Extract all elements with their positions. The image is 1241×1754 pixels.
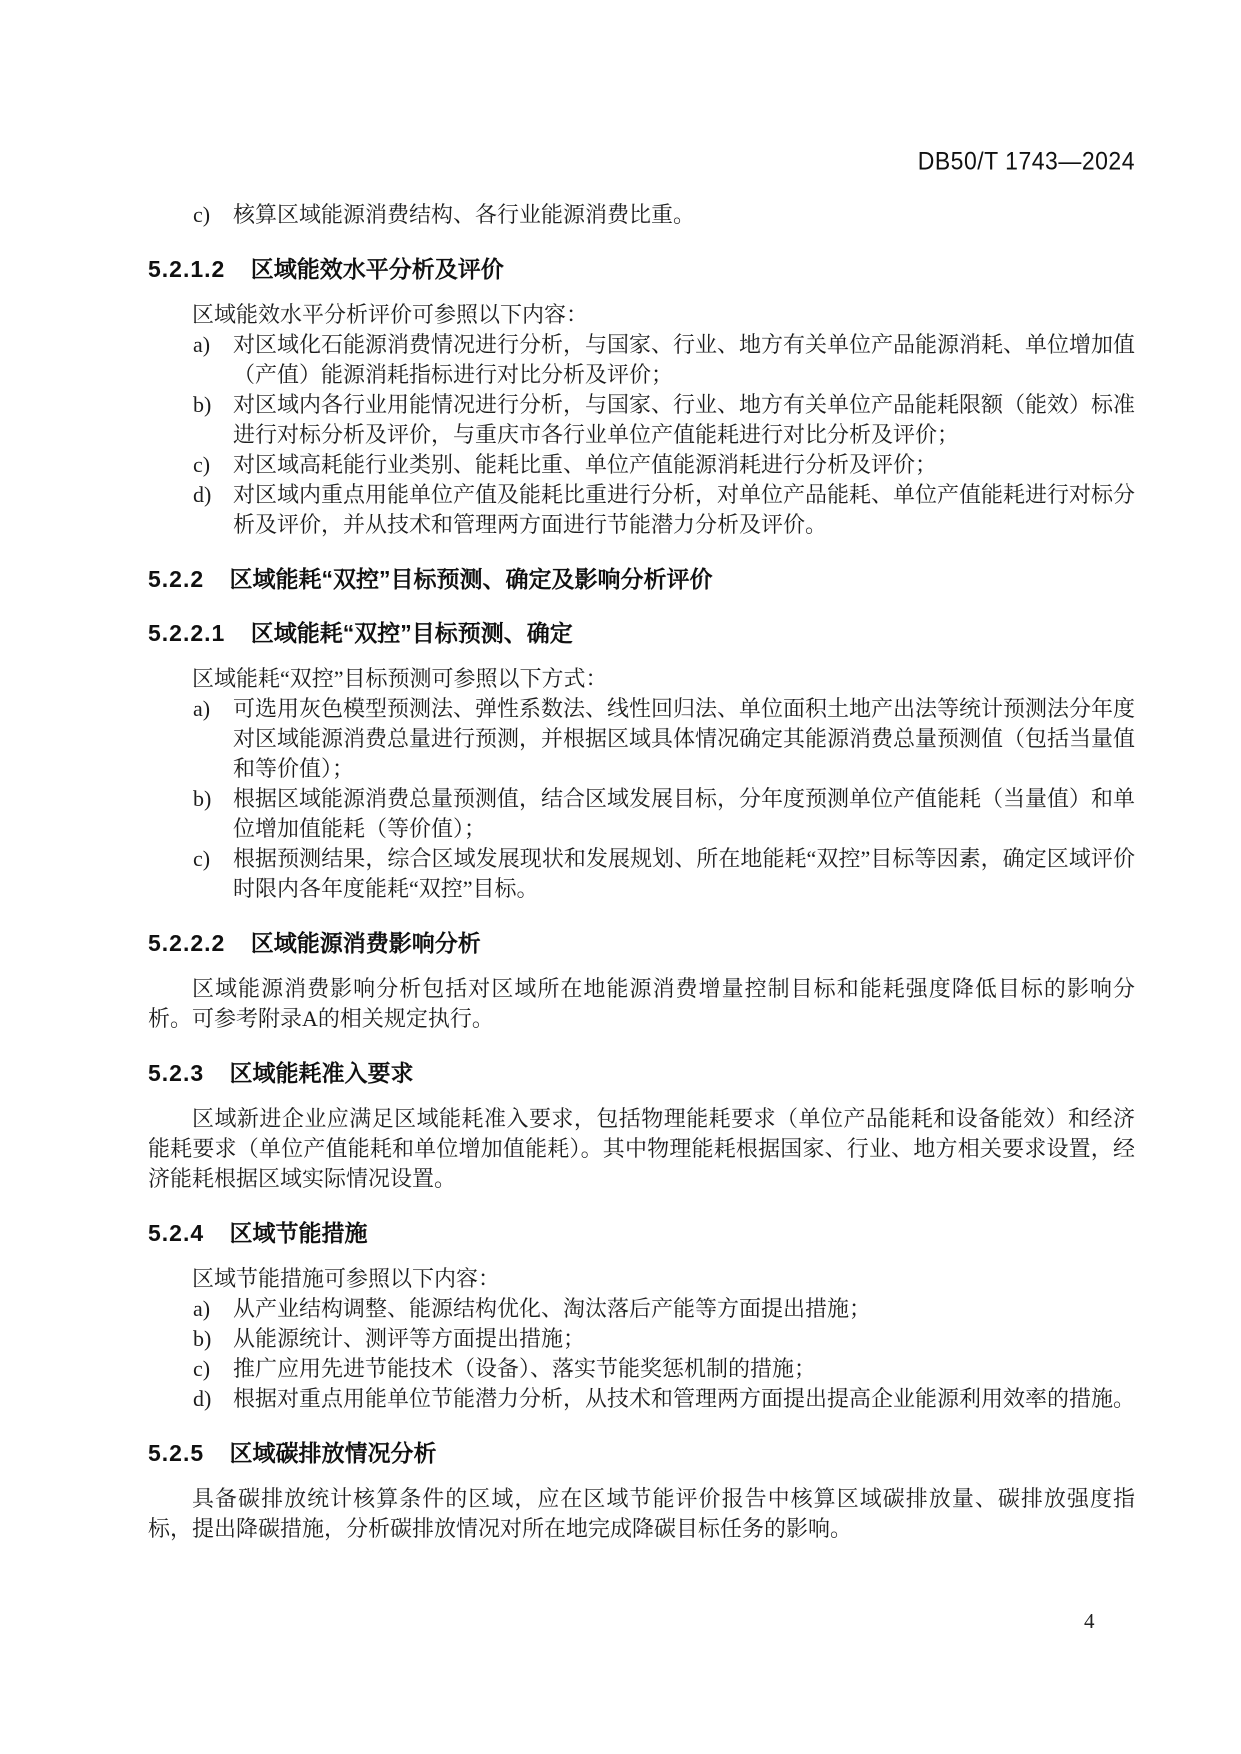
heading-title: 区域能耗“双控”目标预测、确定及影响分析评价: [229, 566, 713, 592]
heading-number: 5.2.4: [148, 1220, 205, 1246]
list-item-text: 从能源统计、测评等方面提出措施；: [233, 1326, 586, 1351]
list-item-text: 核算区域能源消费结构、各行业能源消费比重。: [233, 202, 696, 227]
heading-number: 5.2.1.2: [148, 256, 226, 282]
list-item: [148, 390, 1135, 450]
heading-title: 区域碳排放情况分析: [229, 1440, 437, 1466]
heading-title: 区域节能措施: [229, 1220, 368, 1246]
list-item: [148, 1354, 1135, 1384]
section-heading-523: [148, 1058, 1135, 1088]
list-marker: a): [193, 332, 211, 357]
section-heading-524: [148, 1218, 1135, 1248]
document-body: [148, 200, 1135, 1544]
section-heading-5212: [148, 254, 1135, 284]
list-item: [148, 450, 1135, 480]
standard-number-header: DB50/T 1743—2024: [917, 146, 1135, 175]
page-number: 4: [1084, 1609, 1095, 1633]
list-marker: c): [193, 846, 211, 871]
list-item: [148, 1384, 1135, 1414]
list-marker: c): [193, 452, 211, 477]
list-item: [148, 784, 1135, 844]
list-marker: c): [193, 202, 211, 227]
heading-title: 区域能耗“双控”目标预测、确定: [250, 620, 573, 646]
list-item-text: 对区域内各行业用能情况进行分析，与国家、行业、地方有关单位产品能耗限额（能效）标准进行对标分析及评价，与重庆市各行业单位产值能耗进行对比分析及评价；: [233, 392, 1136, 447]
paragraph: 区域能源消费影响分析包括对区域所在地能源消费增量控制目标和能耗强度降低目标的影响分析。可参考附录A的相关规定执行。: [148, 976, 1135, 1031]
list-marker: d): [193, 482, 212, 507]
list-item: [148, 844, 1135, 904]
heading-number: 5.2.3: [148, 1060, 205, 1086]
heading-number: 5.2.2.2: [148, 930, 226, 956]
heading-number: 5.2.2.1: [148, 620, 226, 646]
list-item-text: 推广应用先进节能技术（设备）、落实节能奖惩机制的措施；: [233, 1356, 817, 1381]
paragraph: 具备碳排放统计核算条件的区域，应在区域节能评价报告中核算区域碳排放量、碳排放强度指标，提出降碳措施，分析碳排放情况对所在地完成降碳目标任务的影响。: [148, 1486, 1135, 1541]
list-marker: c): [193, 1356, 211, 1381]
section-heading-525: [148, 1438, 1135, 1468]
list-item-text: 对区域内重点用能单位产值及能耗比重进行分析，对单位产品能耗、单位产值能耗进行对标分析及评价，并从技术和管理两方面进行节能潜力分析及评价。: [233, 482, 1136, 537]
heading-number: 5.2.2: [148, 566, 205, 592]
list-item-text: 根据区域能源消费总量预测值，结合区域发展目标，分年度预测单位产值能耗（当量值）和单位增加值能耗（等价值）；: [233, 786, 1136, 841]
list-item-text: 对区域化石能源消费情况进行分析，与国家、行业、地方有关单位产品能源消耗、单位增加值（产值）能源消耗指标进行对比分析及评价；: [233, 332, 1136, 387]
list-item: [148, 694, 1135, 784]
section-heading-5221: [148, 618, 1135, 648]
list-item: [148, 480, 1135, 540]
section-heading-522: [148, 564, 1135, 594]
list-marker: a): [193, 696, 211, 721]
paragraph: 区域能效水平分析评价可参照以下内容：: [192, 302, 589, 327]
list-marker: b): [193, 1326, 212, 1351]
section-heading-5222: [148, 928, 1135, 958]
list-item-text: 可选用灰色模型预测法、弹性系数法、线性回归法、单位面积土地产出法等统计预测法分年度对区域能源消费总量进行预测，并根据区域具体情况确定其能源消费总量预测值（包括当量值和等价值）；: [233, 696, 1136, 781]
list-marker: b): [193, 392, 212, 417]
list-marker: b): [193, 786, 212, 811]
paragraph: 区域能耗“双控”目标预测可参照以下方式：: [192, 666, 608, 691]
list-item: [148, 200, 1135, 230]
heading-title: 区域能源消费影响分析: [250, 930, 481, 956]
list-item-text: 根据预测结果，综合区域发展现状和发展规划、所在地能耗“双控”目标等因素，确定区域评价时限内各年度能耗“双控”目标。: [233, 846, 1135, 901]
list-item: [148, 330, 1135, 390]
list-item-text: 对区域高耗能行业类别、能耗比重、单位产值能源消耗进行分析及评价；: [233, 452, 938, 477]
paragraph: 区域新进企业应满足区域能耗准入要求，包括物理能耗要求（单位产品能耗和设备能效）和经济能耗要求（单位产值能耗和单位增加值能耗）。其中物理能耗根据国家、行业、地方相关要求设置，经济能耗根据区域实际情况设置。: [148, 1106, 1135, 1191]
list-marker: a): [193, 1296, 211, 1321]
heading-title: 区域能效水平分析及评价: [250, 256, 504, 282]
heading-number: 5.2.5: [148, 1440, 205, 1466]
paragraph: 区域节能措施可参照以下内容：: [192, 1266, 501, 1291]
list-item: [148, 1324, 1135, 1354]
list-item: [148, 1294, 1135, 1324]
list-item-text: 从产业结构调整、能源结构优化、淘汰落后产能等方面提出措施；: [233, 1296, 872, 1321]
list-marker: d): [193, 1386, 212, 1411]
heading-title: 区域能耗准入要求: [229, 1060, 414, 1086]
list-item-text: 根据对重点用能单位节能潜力分析，从技术和管理两方面提出提高企业能源利用效率的措施。: [233, 1386, 1136, 1411]
